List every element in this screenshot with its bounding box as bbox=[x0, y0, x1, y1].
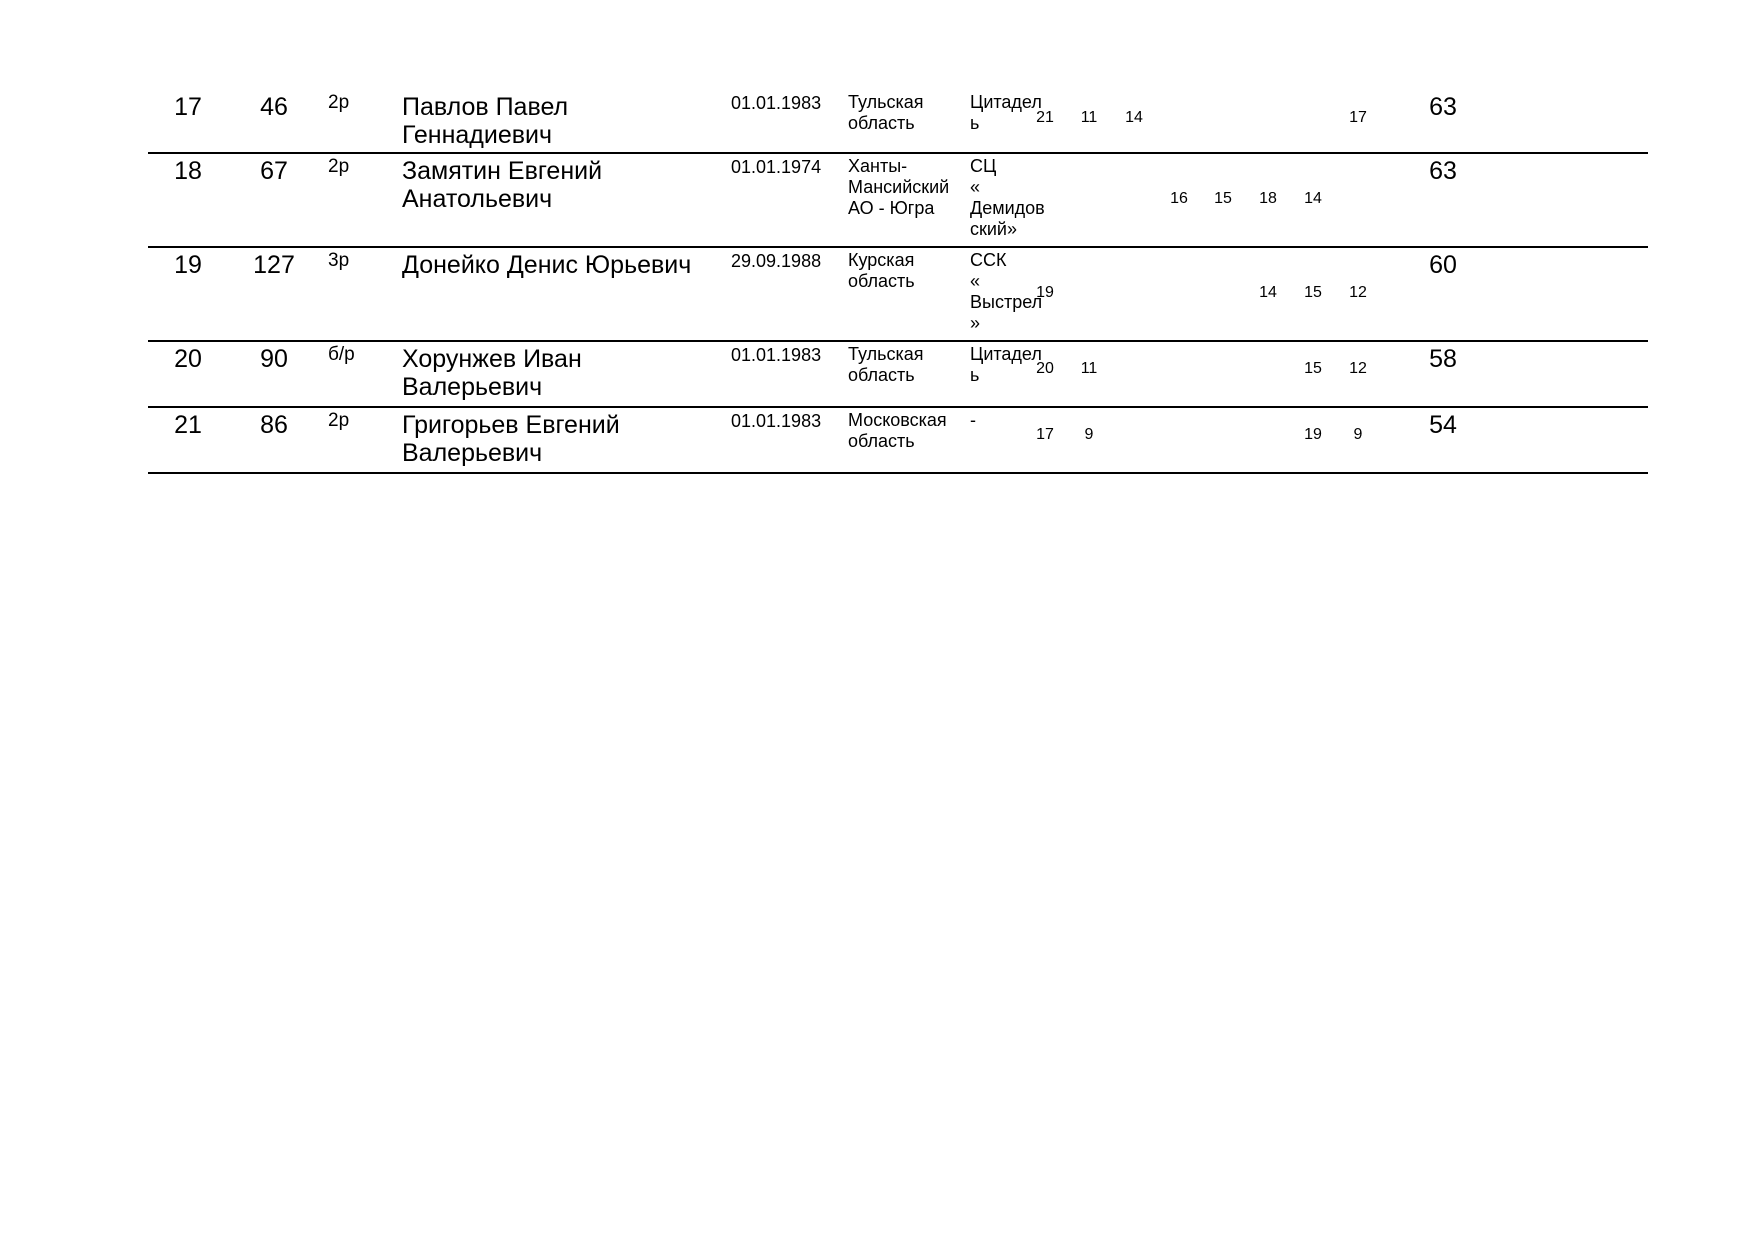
bib-number-cell: 67 bbox=[260, 157, 288, 185]
club-cell: ССК « Выстрел » bbox=[970, 250, 1043, 333]
region-cell: Курская область bbox=[848, 250, 915, 291]
birth-date-cell: 01.01.1983 bbox=[731, 411, 822, 431]
bib-number-cell: 90 bbox=[260, 345, 288, 373]
bib-number-cell: 86 bbox=[260, 411, 288, 439]
rank-cell: 2р bbox=[328, 410, 350, 431]
rank-cell: 3р bbox=[328, 250, 350, 271]
total-score-cell: 58 bbox=[1429, 345, 1457, 373]
stage-score-cell: 17 bbox=[1036, 426, 1054, 443]
stage-score-cell: 12 bbox=[1349, 284, 1367, 301]
table-row bbox=[148, 248, 1648, 342]
stage-score-cell: 15 bbox=[1304, 360, 1322, 377]
club-cell: - bbox=[970, 410, 976, 430]
birth-date-cell: 29.09.1988 bbox=[731, 251, 822, 271]
table-row bbox=[148, 90, 1648, 154]
total-score-cell: 63 bbox=[1429, 93, 1457, 121]
stage-score-cell: 19 bbox=[1304, 426, 1322, 443]
rank-cell: б/р bbox=[328, 344, 355, 365]
stage-score-cell: 19 bbox=[1036, 284, 1054, 301]
bib-number-cell: 46 bbox=[260, 93, 288, 121]
table-row bbox=[148, 154, 1648, 248]
athlete-name-cell: Григорьев Евгений Валерьевич bbox=[402, 411, 620, 467]
stage-score-cell: 12 bbox=[1349, 360, 1367, 377]
athlete-name-cell: Хорунжев Иван Валерьевич bbox=[402, 345, 582, 401]
total-score-cell: 60 bbox=[1429, 251, 1457, 279]
birth-date-cell: 01.01.1974 bbox=[731, 157, 822, 177]
stage-score-cell: 15 bbox=[1304, 284, 1322, 301]
stage-score-cell: 14 bbox=[1259, 284, 1277, 301]
birth-date-cell: 01.01.1983 bbox=[731, 93, 822, 113]
rank-cell: 2р bbox=[328, 156, 350, 177]
stage-score-cell: 21 bbox=[1036, 109, 1054, 126]
results-table bbox=[148, 90, 1648, 474]
region-cell: Тульская область bbox=[848, 92, 924, 133]
birth-date-cell: 01.01.1983 bbox=[731, 345, 822, 365]
club-cell: СЦ « Демидов ский» bbox=[970, 156, 1045, 239]
table-row bbox=[148, 342, 1648, 408]
bib-number-cell: 127 bbox=[253, 251, 295, 279]
stage-score-cell: 9 bbox=[1084, 426, 1094, 443]
place-cell: 17 bbox=[174, 93, 202, 121]
stage-score-cell: 20 bbox=[1036, 360, 1054, 377]
stage-score-cell: 9 bbox=[1353, 426, 1363, 443]
stage-score-cell: 18 bbox=[1259, 190, 1277, 207]
region-cell: Тульская область bbox=[848, 344, 924, 385]
club-cell: Цитадел ь bbox=[970, 92, 1042, 133]
place-cell: 18 bbox=[174, 157, 202, 185]
place-cell: 21 bbox=[174, 411, 202, 439]
rank-cell: 2р bbox=[328, 92, 350, 113]
place-cell: 19 bbox=[174, 251, 202, 279]
club-cell: Цитадел ь bbox=[970, 344, 1042, 385]
stage-score-cell: 11 bbox=[1080, 360, 1098, 377]
place-cell: 20 bbox=[174, 345, 202, 373]
stage-score-cell: 14 bbox=[1125, 109, 1143, 126]
stage-score-cell: 14 bbox=[1304, 190, 1322, 207]
stage-score-cell: 16 bbox=[1170, 190, 1188, 207]
athlete-name-cell: Замятин Евгений Анатольевич bbox=[402, 157, 603, 213]
stage-score-cell: 15 bbox=[1214, 190, 1232, 207]
region-cell: Ханты- Мансийский АО - Югра bbox=[848, 156, 950, 218]
stage-score-cell: 11 bbox=[1080, 109, 1098, 126]
total-score-cell: 63 bbox=[1429, 157, 1457, 185]
athlete-name-cell: Донейко Денис Юрьевич bbox=[402, 251, 692, 279]
table-row bbox=[148, 408, 1648, 474]
athlete-name-cell: Павлов Павел Геннадиевич bbox=[402, 93, 569, 149]
stage-score-cell: 17 bbox=[1349, 109, 1367, 126]
total-score-cell: 54 bbox=[1429, 411, 1457, 439]
region-cell: Московская область bbox=[848, 410, 947, 451]
